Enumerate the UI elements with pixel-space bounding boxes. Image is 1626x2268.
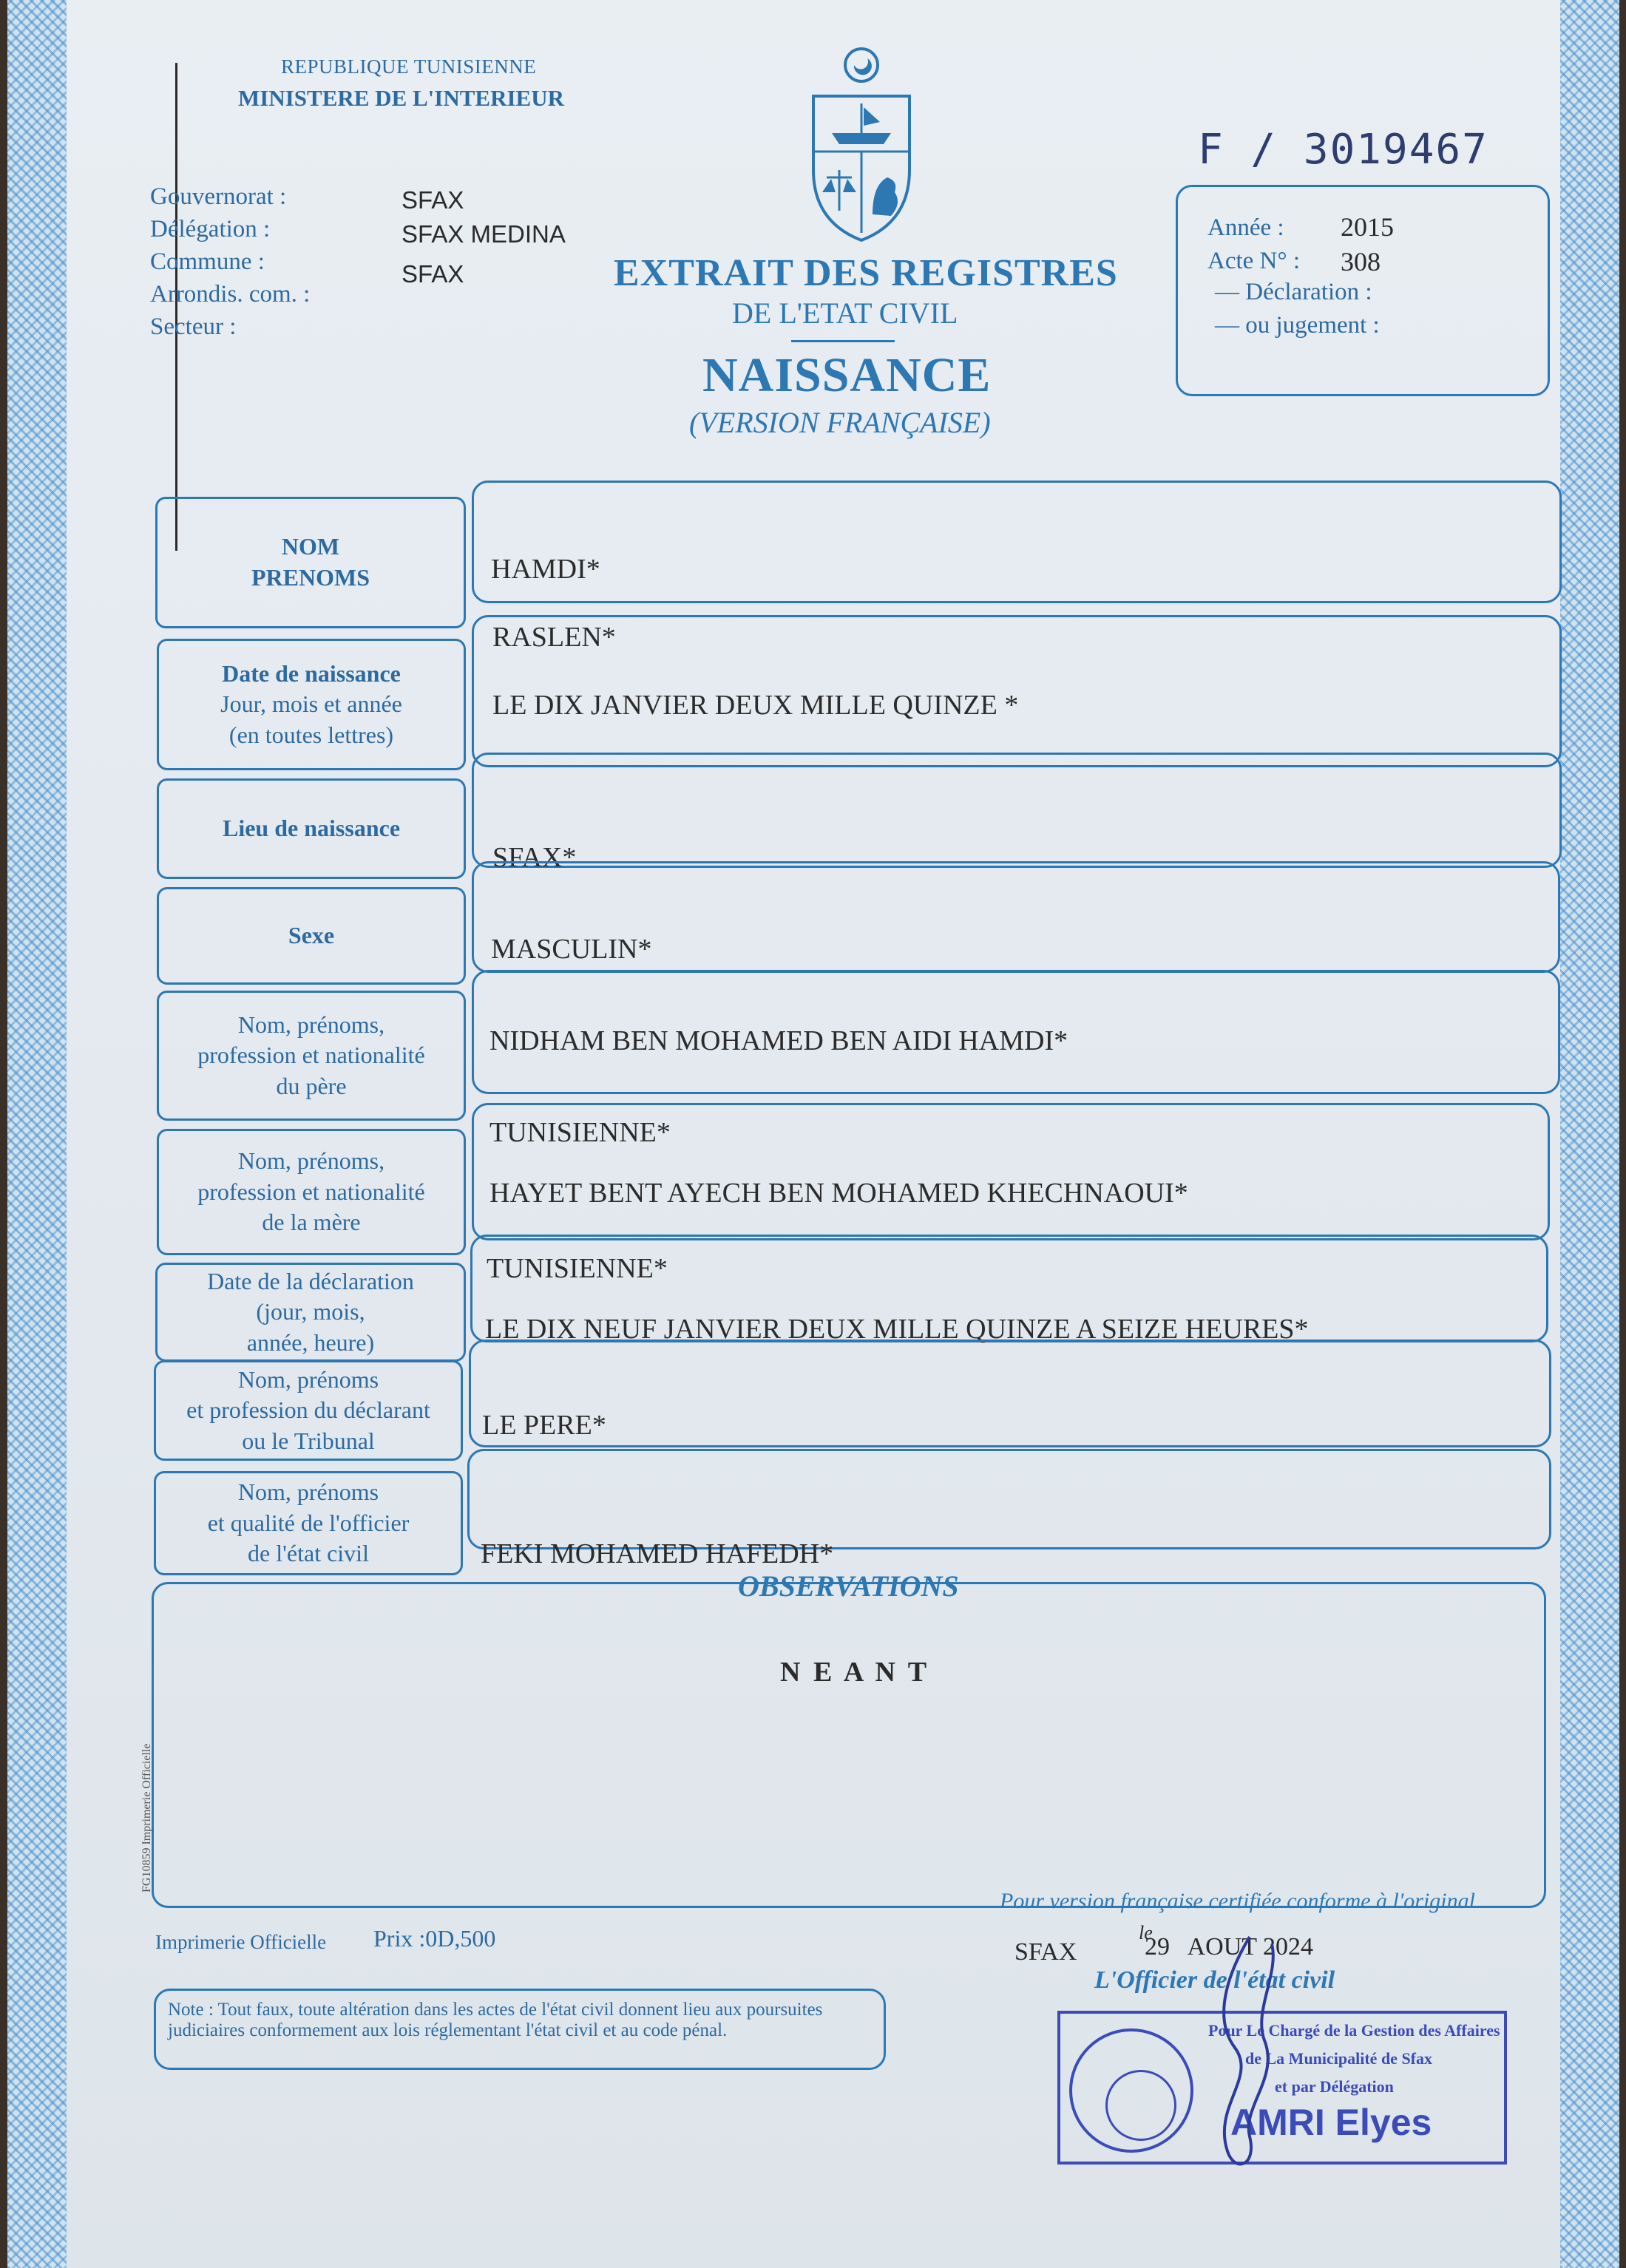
declarant-label-1: Nom, prénoms — [237, 1365, 379, 1393]
signature-icon — [1183, 1929, 1316, 2181]
nom-prenoms-label-box — [155, 497, 466, 628]
observations-value: N E A N T — [780, 1657, 930, 1688]
mere-value-box — [472, 1103, 1550, 1240]
pere-label-1: Nom, prénoms, — [237, 1011, 385, 1038]
imprimerie-label: Imprimerie Officielle — [155, 1931, 327, 1953]
gouvernorat-value: SFAX — [402, 186, 464, 214]
officier-label-1: Nom, prénoms — [237, 1478, 379, 1506]
date-declaration-label-3: année, heure) — [246, 1328, 375, 1356]
sexe-label-box — [157, 887, 466, 985]
title-naissance: NAISSANCE — [702, 348, 992, 402]
officier-label-2: et qualité de l'officier — [207, 1509, 410, 1536]
declarant-label-3: ou le Tribunal — [242, 1427, 375, 1454]
date-naissance-label-box — [157, 639, 466, 770]
place-value: SFAX — [1014, 1938, 1077, 1966]
date-naissance-value: LE DIX JANVIER DEUX MILLE QUINZE * — [492, 690, 1019, 721]
legal-note: Note : Tout faux, toute altération dans les actes de l'état civil donnent lieu aux poursuites judiciaires conformement aux lois réglementant l'état civil et au code pénal. — [154, 1989, 886, 2070]
pere-nationalite: TUNISIENNE* — [490, 1117, 671, 1148]
le-text: le — [1139, 1922, 1153, 1943]
officer-title: L'Officier de l'état civil — [1094, 1966, 1335, 1994]
mere-value: HAYET BENT AYECH BEN MOHAMED KHECHNAOUI* — [490, 1178, 1188, 1209]
lieu-naissance-label-box — [157, 778, 466, 879]
gouvernorat-label: Gouvernorat : — [150, 183, 287, 210]
stamp-line-4: AMRI Elyes — [1230, 2102, 1432, 2143]
stamp-line-2: de La Municipalité de Sfax — [1245, 2049, 1433, 2068]
date-value: 29 AOUT 2024 — [1145, 1933, 1313, 1960]
nom-value-box — [472, 481, 1562, 603]
sexe-label: Sexe — [288, 922, 335, 949]
annee-value: 2015 — [1341, 212, 1394, 242]
lieu-naissance-value: SFAX* — [492, 842, 577, 873]
stamp-line-1: Pour Le Chargé de la Gestion des Affaires — [1208, 2021, 1500, 2040]
mere-label-3: de la mère — [262, 1209, 361, 1236]
stamp-emblem-icon — [1105, 2070, 1176, 2141]
declarant-value: LE PERE* — [482, 1410, 606, 1441]
date-naissance-sublabel-2: (en toutes lettres) — [228, 721, 394, 748]
observations-title: OBSERVATIONS — [738, 1569, 959, 1603]
mere-label-2: profession et nationalité — [197, 1178, 425, 1205]
delegation-value: SFAX MEDINA — [402, 220, 566, 248]
officier-label-3: de l'état civil — [248, 1540, 369, 1567]
officier-value: FEKI MOHAMED HAFEDH* — [481, 1538, 834, 1569]
ministry-heading: MINISTERE DE L'INTERIEUR — [238, 85, 564, 111]
arrondissement-label: Arrondis. com. : — [150, 281, 311, 308]
lieu-naissance-label: Lieu de naissance — [222, 815, 401, 842]
date-declaration-label-1: Date de la déclaration — [207, 1267, 414, 1294]
prix-label: Prix :0D,500 — [373, 1925, 496, 1952]
date-declaration-value: LE DIX NEUF JANVIER DEUX MILLE QUINZE A SEIZE HEURES* — [485, 1314, 1309, 1345]
mere-label-box — [157, 1129, 466, 1255]
title-extrait: EXTRAIT DES REGISTRES — [614, 252, 1118, 294]
mere-nationalite: TUNISIENNE* — [487, 1253, 668, 1284]
pere-label-3: du père — [276, 1072, 347, 1099]
nom-label: NOM — [281, 533, 340, 560]
date-declaration-label-2: (jour, mois, — [256, 1298, 365, 1325]
lieu-naissance-value-box — [472, 753, 1562, 868]
pere-label-box — [157, 991, 466, 1121]
date-naissance-label: Date de naissance — [222, 659, 401, 687]
date-naissance-sublabel: Jour, mois et année — [220, 690, 402, 718]
title-version: (VERSION FRANÇAISE) — [689, 406, 991, 439]
commune-value: SFAX — [402, 260, 464, 288]
republic-heading: REPUBLIQUE TUNISIENNE — [281, 55, 537, 78]
observations-box — [152, 1582, 1546, 1908]
date-declaration-label-box — [155, 1263, 466, 1362]
right-decorative-border — [1560, 0, 1619, 2268]
prenoms-label: PRENOMS — [251, 564, 370, 591]
title-underline — [791, 340, 895, 342]
annee-label: Année : — [1207, 214, 1284, 241]
declaration-option-label: — Déclaration : — [1215, 279, 1372, 305]
secteur-label: Secteur : — [150, 313, 237, 340]
sexe-value: MASCULIN* — [491, 934, 652, 965]
officier-value-box — [467, 1449, 1551, 1549]
stamp-line-3: et par Délégation — [1275, 2077, 1394, 2096]
jugement-option-label: — ou jugement : — [1215, 312, 1380, 339]
nom-value: HAMDI* — [491, 554, 600, 585]
acte-value: 308 — [1341, 247, 1381, 276]
certified-text: Pour version française certifiée conforme à l'original — [1000, 1889, 1475, 1913]
delegation-label: Délégation : — [150, 216, 271, 242]
coat-of-arms-icon — [799, 44, 924, 244]
pere-value: NIDHAM BEN MOHAMED BEN AIDI HAMDI* — [490, 1025, 1068, 1056]
stamp-seal-icon — [1069, 2028, 1193, 2153]
acte-label: Acte N° : — [1207, 248, 1300, 274]
side-print-code: FG10859 Imprimerie Officielle — [140, 1743, 153, 1892]
pere-label-2: profession et nationalité — [197, 1042, 425, 1069]
serial-number: F / 3019467 — [1198, 126, 1488, 174]
declarant-value-box — [469, 1340, 1551, 1447]
title-etat-civil: DE L'ETAT CIVIL — [732, 296, 958, 330]
mere-label-1: Nom, prénoms, — [237, 1147, 385, 1175]
commune-label: Commune : — [150, 248, 265, 275]
officier-label-box — [154, 1471, 463, 1575]
declarant-label-2: et profession du déclarant — [186, 1396, 430, 1424]
prenoms-value: RASLEN* — [492, 622, 616, 653]
left-decorative-border — [7, 0, 67, 2268]
declarant-label-box — [154, 1360, 463, 1461]
